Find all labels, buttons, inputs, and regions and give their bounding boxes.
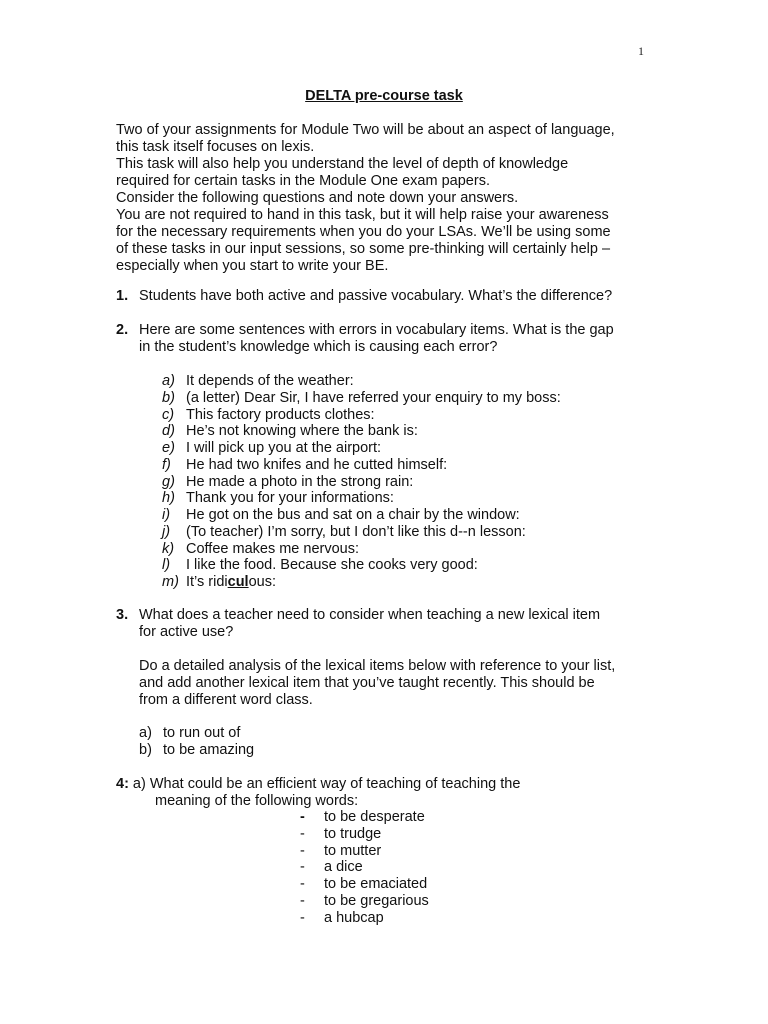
item-text: to be desperate xyxy=(324,809,425,825)
intro-line: Consider the following questions and note down your answers. xyxy=(116,190,519,206)
list-item xyxy=(300,910,429,927)
stressed-syllable: cul xyxy=(227,574,249,590)
question-text: meaning of the following words: xyxy=(155,793,359,809)
question-number: 2. xyxy=(116,322,129,338)
item-letter: f) xyxy=(162,456,171,473)
item-text: a dice xyxy=(324,859,363,876)
item-text: (To teacher) I’m sorry, but I don’t like this d--n lesson: xyxy=(186,523,526,540)
item-text: (a letter) Dear Sir, I have referred your enquiry to my boss: xyxy=(186,389,561,406)
question-number: 1. xyxy=(116,288,129,304)
question-text: Students have both active and passive vocabulary. What’s the difference? xyxy=(139,288,613,304)
list-item xyxy=(162,457,561,474)
item-text: He had two knifes and he cutted himself: xyxy=(186,456,448,473)
item-text: I will pick up you at the airport: xyxy=(186,440,382,456)
list-item xyxy=(300,826,429,843)
item-letter: k) xyxy=(162,540,175,557)
question-text: a) What could be an efficient way of teaching of teaching the xyxy=(128,776,521,792)
error-sentence-list xyxy=(162,373,561,591)
item-letter: b) xyxy=(139,742,152,758)
item-text: He made a photo in the strong rain: xyxy=(186,473,414,490)
lexical-item-list xyxy=(139,725,254,759)
item-text-post: ous: xyxy=(248,574,277,590)
list-item xyxy=(162,407,561,424)
bullet-dash: - xyxy=(300,876,305,893)
intro-line: You are not required to hand in this task, but it will help raise your awareness xyxy=(116,207,609,223)
page-number: 1 xyxy=(638,44,644,58)
question-number: 4: xyxy=(116,776,129,792)
item-text: to be gregarious xyxy=(324,892,429,909)
item-text-pre: It’s ridi xyxy=(186,574,228,590)
item-text: He’s not knowing where the bank is: xyxy=(186,423,418,440)
item-letter: d) xyxy=(162,423,175,440)
list-item xyxy=(300,876,429,893)
list-item xyxy=(300,859,429,876)
question-text: Here are some sentences with errors in vocabulary items. What is the gap xyxy=(139,322,614,338)
question-text: What does a teacher need to consider when teaching a new lexical item xyxy=(139,607,601,623)
item-text: This factory products clothes: xyxy=(186,406,375,423)
list-item xyxy=(162,373,561,390)
item-text xyxy=(186,574,276,590)
bullet-dash: - xyxy=(300,825,305,842)
intro-line: required for certain tasks in the Module One exam papers. xyxy=(116,173,490,189)
question-3-instructions xyxy=(116,658,676,709)
item-letter: i) xyxy=(162,507,171,523)
instruction-line: and add another lexical item that you’ve taught recently. This should be xyxy=(139,675,595,691)
item-text: It depends of the weather: xyxy=(186,373,354,389)
item-letter: g) xyxy=(162,473,175,490)
item-letter: j) xyxy=(162,523,171,540)
item-text: to trudge xyxy=(324,825,382,842)
list-item xyxy=(139,725,254,742)
word-list xyxy=(300,809,429,927)
question-1 xyxy=(116,288,676,305)
intro-paragraph xyxy=(116,122,676,275)
document-title: DELTA pre-course task xyxy=(305,88,463,104)
item-letter: l) xyxy=(162,557,171,574)
question-text: for active use? xyxy=(139,624,234,640)
list-item xyxy=(162,474,561,491)
list-item xyxy=(162,423,561,440)
intro-line: this task itself focuses on lexis. xyxy=(116,139,315,155)
item-letter: e) xyxy=(162,440,175,456)
item-letter: a) xyxy=(139,725,152,741)
item-text: I like the food. Because she cooks very good: xyxy=(186,557,478,574)
bullet-dash: - xyxy=(300,859,305,876)
list-item xyxy=(162,574,561,591)
list-item xyxy=(300,809,429,826)
intro-line: of these tasks in our input sessions, so some pre-thinking will certainly help – xyxy=(116,241,611,257)
bullet-dash: - xyxy=(300,909,305,926)
item-letter: m) xyxy=(162,574,179,590)
list-item xyxy=(300,843,429,860)
item-text: He got on the bus and sat on a chair by the window: xyxy=(186,507,520,523)
item-letter: b) xyxy=(162,389,175,406)
list-item xyxy=(139,742,254,759)
item-text: to run out of xyxy=(163,725,241,741)
instruction-line: Do a detailed analysis of the lexical items below with reference to your list, xyxy=(139,658,616,674)
question-2 xyxy=(116,322,676,356)
list-item xyxy=(162,490,561,507)
item-text: to be amazing xyxy=(163,742,255,758)
item-letter: c) xyxy=(162,406,175,423)
list-item xyxy=(162,440,561,457)
bullet-dash: - xyxy=(300,842,305,859)
item-text: a hubcap xyxy=(324,909,384,926)
item-letter: a) xyxy=(162,373,175,389)
list-item xyxy=(162,507,561,524)
bullet-dash: - xyxy=(300,809,305,825)
intro-line: for the necessary requirements when you do your LSAs. We’ll be using some xyxy=(116,224,611,240)
item-text: Thank you for your informations: xyxy=(186,490,394,507)
instruction-line: from a different word class. xyxy=(139,692,313,708)
item-text: to be emaciated xyxy=(324,876,428,893)
question-3 xyxy=(116,607,676,641)
intro-line: Two of your assignments for Module Two will be about an aspect of language, xyxy=(116,122,615,138)
question-text: in the student’s knowledge which is causing each error? xyxy=(139,339,498,355)
list-item xyxy=(162,541,561,558)
list-item xyxy=(300,893,429,910)
list-item xyxy=(162,524,561,541)
list-item xyxy=(162,557,561,574)
item-text: Coffee makes me nervous: xyxy=(186,540,360,557)
intro-line: especially when you start to write your BE. xyxy=(116,258,389,274)
intro-line: This task will also help you understand the level of depth of knowledge xyxy=(116,156,569,172)
question-4 xyxy=(116,776,520,810)
item-letter: h) xyxy=(162,490,175,507)
list-item xyxy=(162,390,561,407)
question-number: 3. xyxy=(116,607,129,623)
bullet-dash: - xyxy=(300,892,305,909)
item-text: to mutter xyxy=(324,842,382,859)
